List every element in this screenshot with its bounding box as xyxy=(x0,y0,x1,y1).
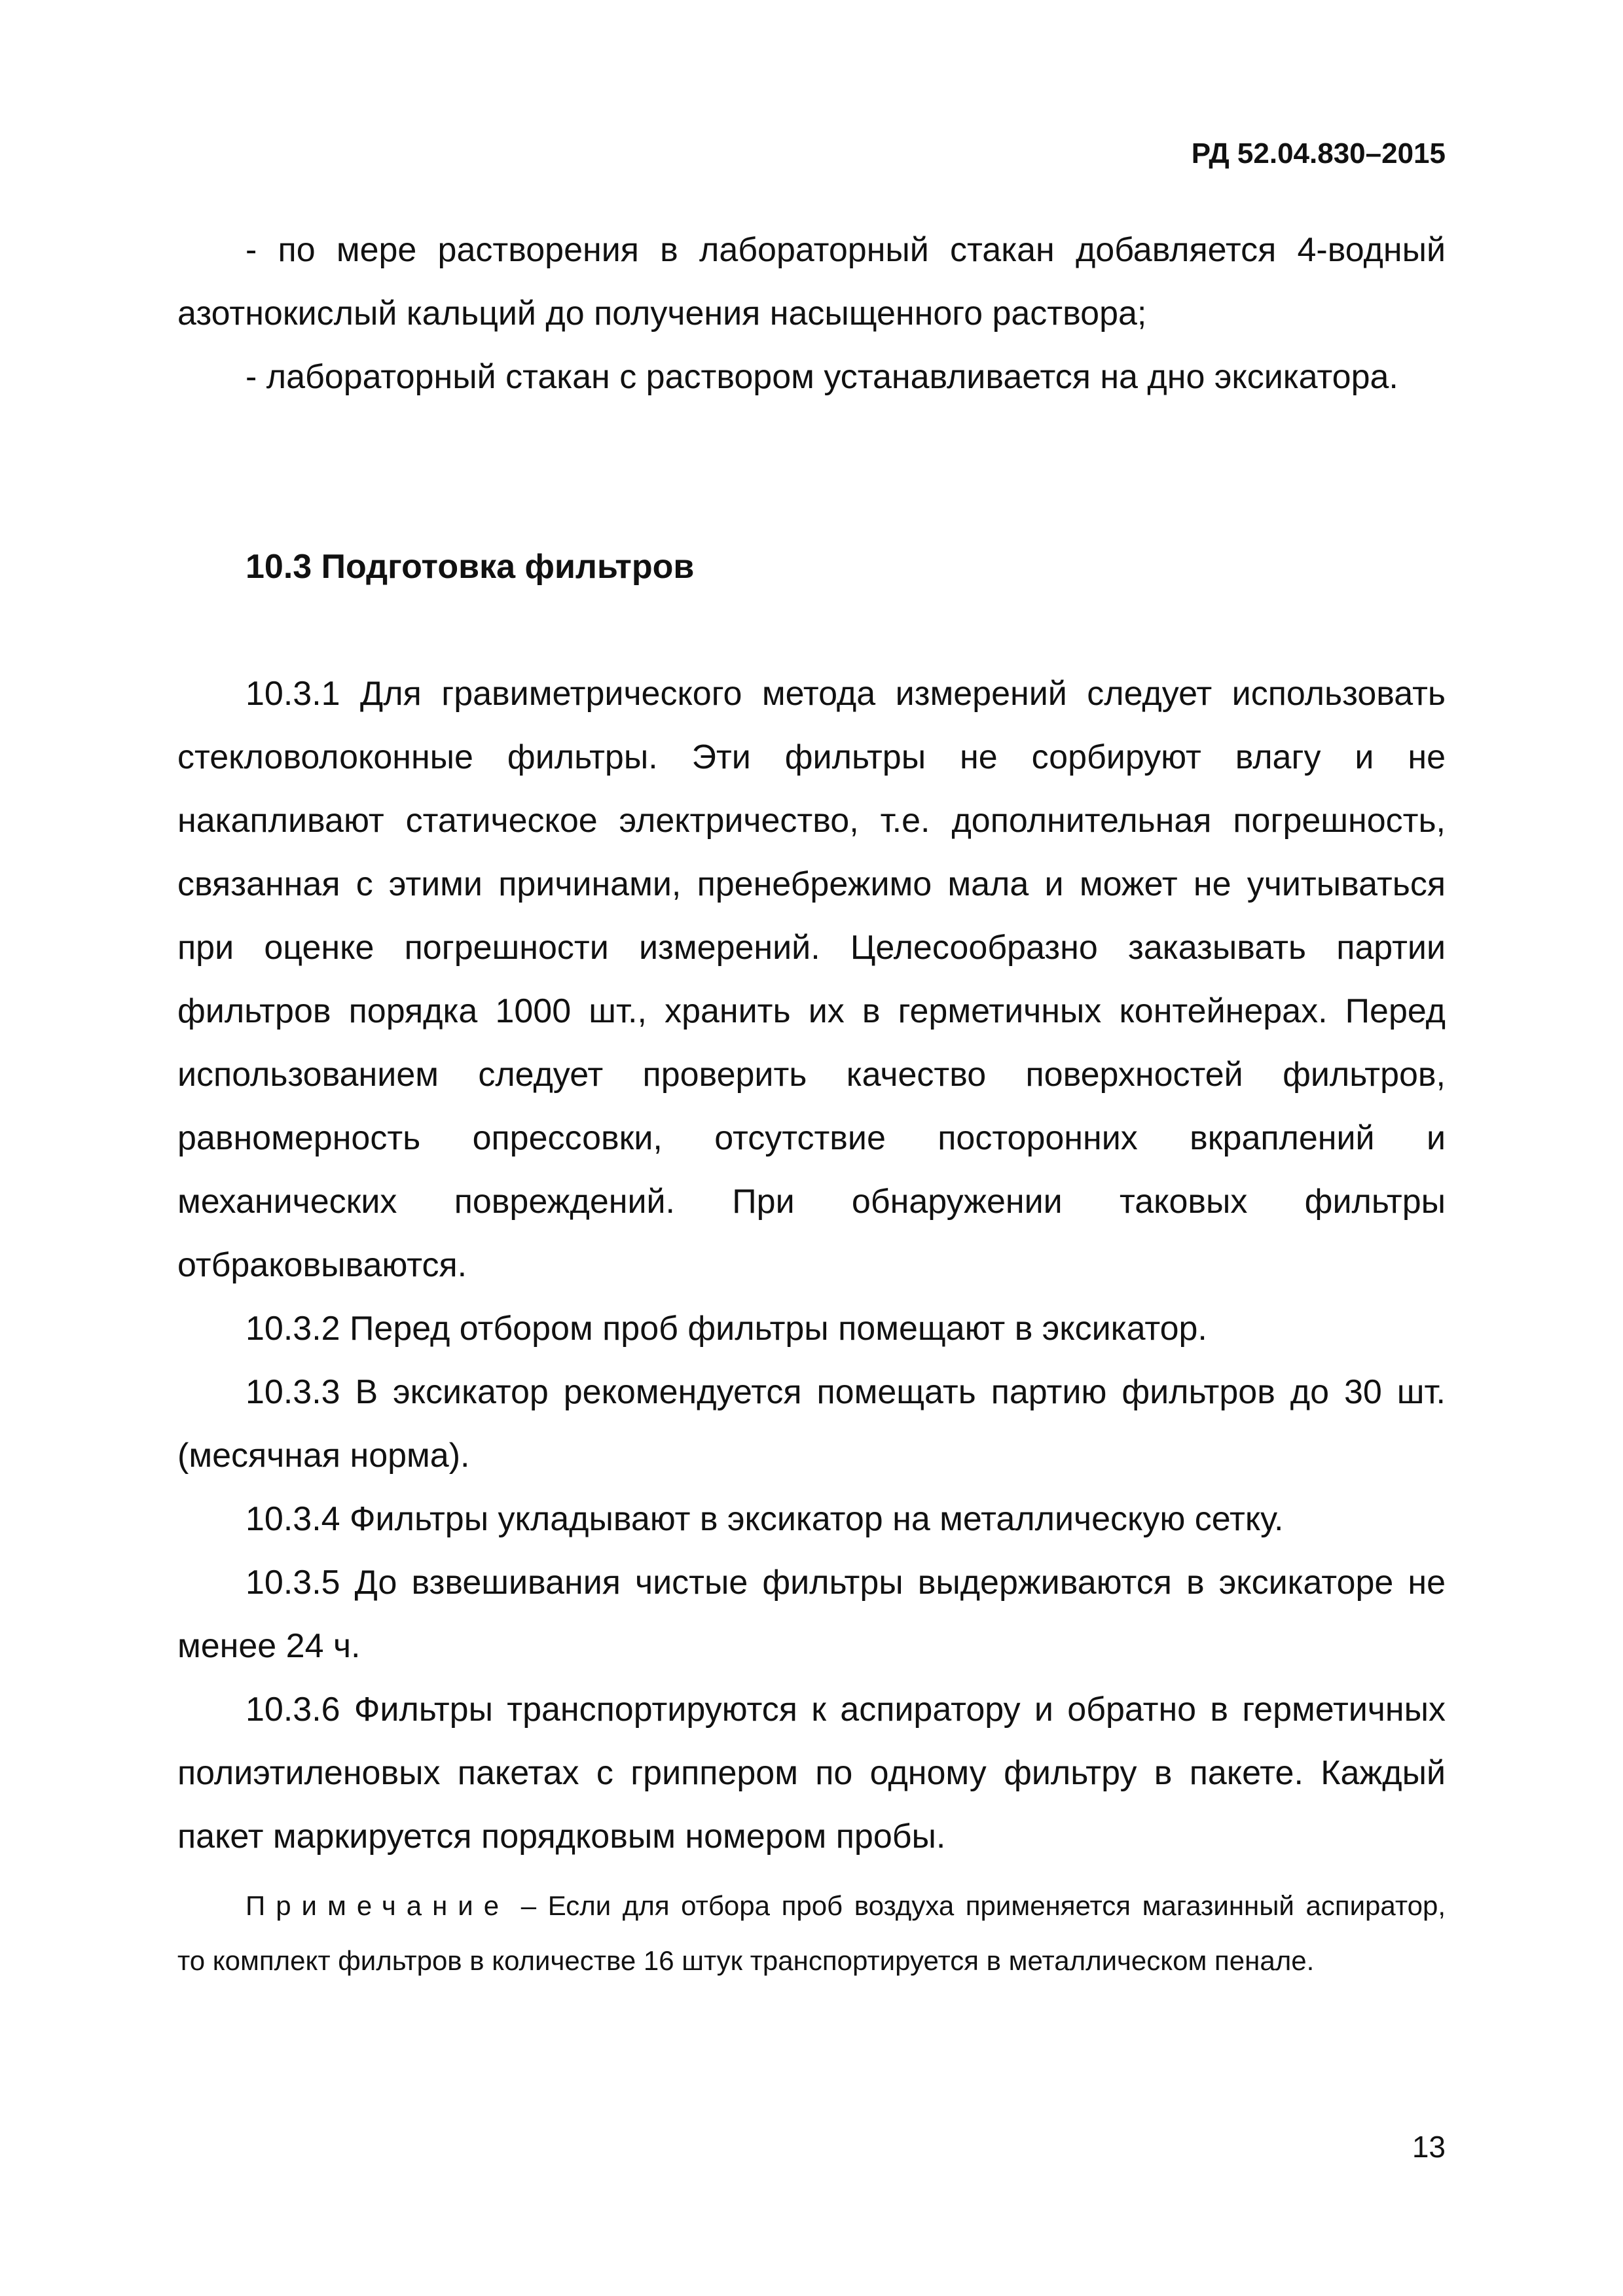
paragraph-10-3-3: 10.3.3 В эксикатор рекомендуется помещать партию фильтров до 30 шт. (месячная норма). xyxy=(177,1373,1446,1475)
note-paragraph xyxy=(177,1878,1446,1988)
note xyxy=(177,1878,1446,1988)
paragraph-10-3-2: 10.3.2 Перед отбором проб фильтры помещают в эксикатор. xyxy=(246,1310,1207,1348)
intro-list-item: - по мере растворения в лабораторный стакан добавляется 4-водный азотнокислый кальций до получения насыщенного раствора; xyxy=(177,231,1446,332)
paragraph-10-3-4: 10.3.4 Фильтры укладывают в эксикатор на металлическую сетку. xyxy=(246,1500,1284,1538)
section-heading: 10.3 Подготовка фильтров xyxy=(246,548,695,586)
note-label: Примечание xyxy=(246,1890,510,1921)
page-number: 13 xyxy=(1412,2130,1446,2164)
note-text: – Если для отбора проб воздуха применяется магазинный аспиратор, то комплект фильтров в количестве 16 штук транспортируется в металлическом пенале. xyxy=(177,1890,1446,1976)
section-body xyxy=(177,662,1446,1869)
intro-list xyxy=(177,219,1446,409)
paragraph-10-3-6: 10.3.6 Фильтры транспортируются к аспиратору и обратно в герметичных полиэтиленовых пакетах с гриппером по одному фильтру в пакете. Каждый пакет маркируется порядковым номером пробы. xyxy=(177,1691,1446,1856)
document-code: РД 52.04.830–2015 xyxy=(1191,137,1446,170)
paragraph-10-3-1: 10.3.1 Для гравиметрического метода измерений следует использовать стекловолоконные фильтры. Эти фильтры не сорбируют влагу и не накапливают статическое электричество, т.е. дополнительная погрешность, связанная с этими причинами, пренебрежимо мала и может не учитываться при оценке погрешности измерений. Целесообразно заказывать партии фильтров порядка 1000 шт., хранить их в герметичных контейнерах. Перед использованием следует проверить качество поверхностей фильтров, равномерность опрессовки, отсутствие посторонних вкраплений и механических повреждений. При обнаружении таковых фильтры отбраковываются. xyxy=(177,675,1446,1284)
paragraph-10-3-5: 10.3.5 До взвешивания чистые фильтры выдерживаются в эксикаторе не менее 24 ч. xyxy=(177,1564,1446,1665)
intro-list-item: - лабораторный стакан с раствором устанавливается на дно эксикатора. xyxy=(246,358,1398,396)
